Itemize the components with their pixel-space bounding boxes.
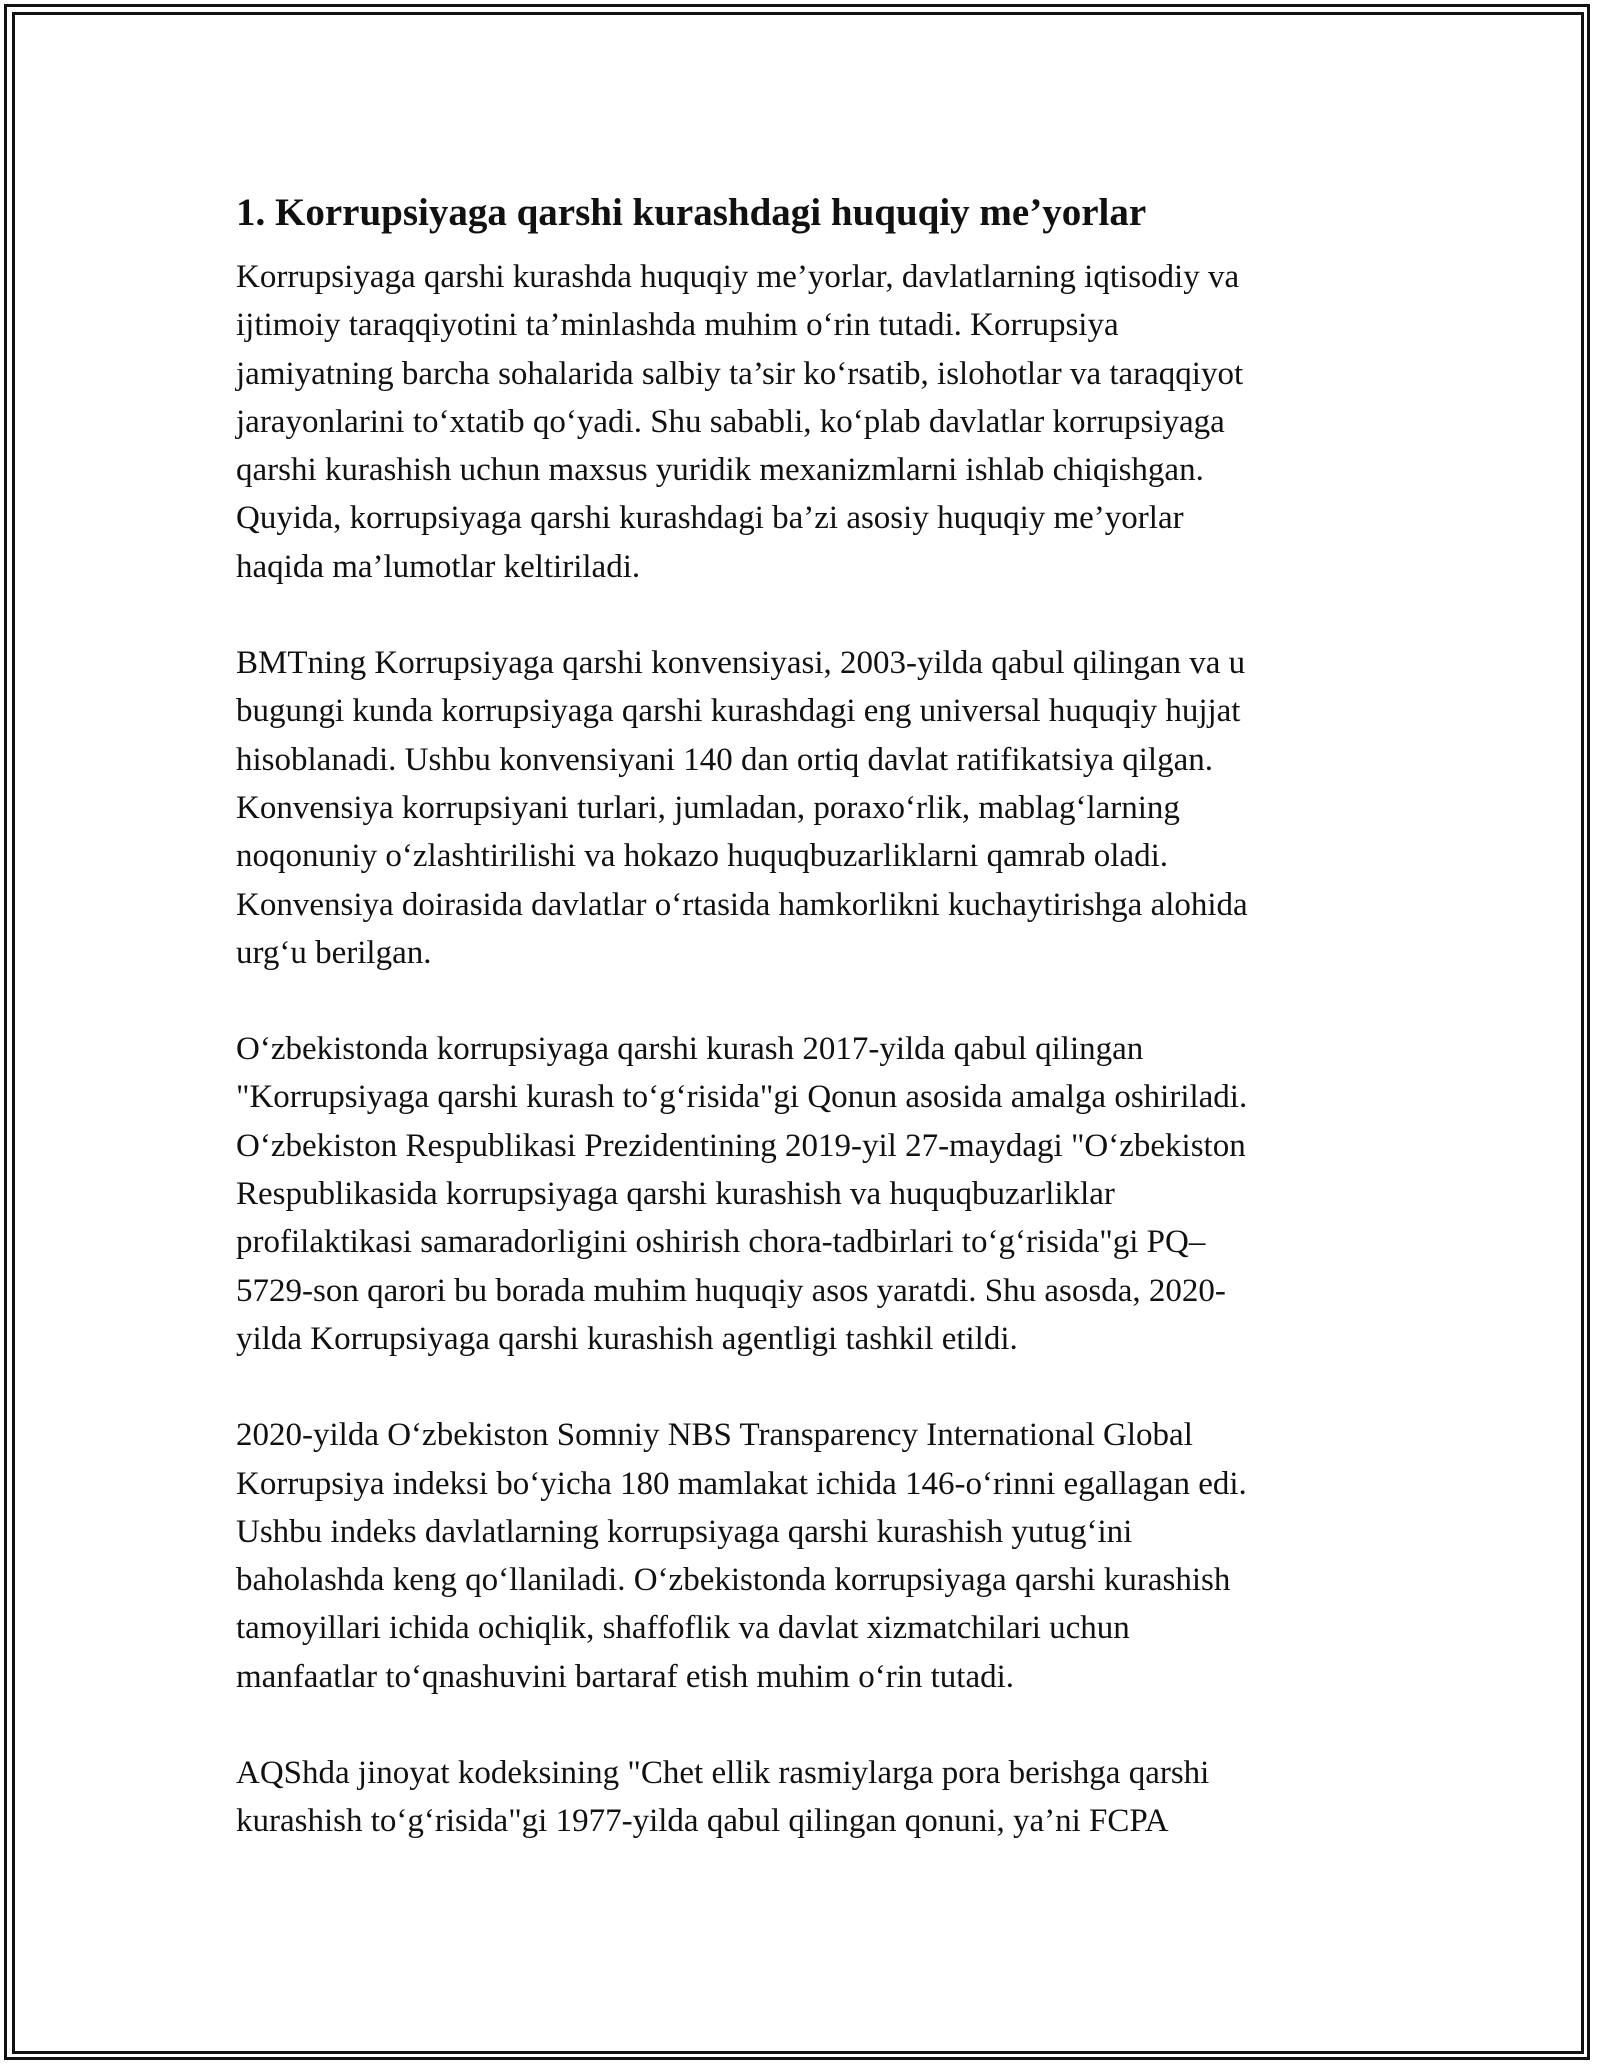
paragraph-1 bbox=[236, 253, 1386, 591]
paragraph-line: AQShda jinoyat kodeksining "Chet ellik rasmiylarga pora berishga qarshi bbox=[236, 1755, 1210, 1792]
paragraph-line: bugungi kunda korrupsiyaga qarshi kurashdagi eng universal huquqiy hujjat bbox=[236, 693, 1241, 730]
paragraph-line: noqonuniy o‘zlashtirilishi va hokazo huquqbuzarliklarni qamrab oladi. bbox=[236, 838, 1169, 875]
paragraph-2 bbox=[236, 639, 1386, 977]
paragraph-line: Korrupsiyaga qarshi kurashda huquqiy me’yorlar, davlatlarning iqtisodiy va bbox=[236, 259, 1240, 295]
paragraph-line: qarshi kurashish uchun maxsus yuridik mexanizmlarni ishlab chiqishgan. bbox=[236, 452, 1204, 489]
paragraph-4 bbox=[236, 1411, 1386, 1701]
section-heading: 1. Korrupsiyaga qarshi kurashdagi huquqiy me’yorlar bbox=[236, 191, 1147, 234]
paragraph-line: jamiyatning barcha sohalarida salbiy ta’sir ko‘rsatib, islohotlar va taraqqiyot bbox=[236, 355, 1244, 392]
paragraph-line: Quyida, korrupsiyaga qarshi kurashdagi ba’zi asosiy huquqiy me’yorlar bbox=[236, 500, 1184, 537]
paragraph-line: hisoblanadi. Ushbu konvensiyani 140 dan ortiq davlat ratifikatsiya qilgan. bbox=[236, 741, 1213, 778]
paragraph-line: haqida ma’lumotlar keltiriladi. bbox=[236, 548, 641, 585]
paragraph-line: kurashish to‘g‘risida"gi 1977-yilda qabul qilingan qonuni, ya’ni FCPA bbox=[236, 1803, 1169, 1840]
paragraph-line: O‘zbekiston Respublikasi Prezidentining 2019-yil 27-maydagi "O‘zbekiston bbox=[236, 1127, 1246, 1164]
paragraph-line: 2020-yilda O‘zbekiston Somniy NBS Transparency International Global bbox=[236, 1417, 1193, 1454]
paragraph-line: 5729-son qarori bu borada muhim huquqiy asos yaratdi. Shu asosda, 2020- bbox=[236, 1272, 1226, 1309]
paragraph-line: Ushbu indeks davlatlarning korrupsiyaga qarshi kurashish yutug‘ini bbox=[236, 1513, 1133, 1550]
paragraph-line: urg‘u berilgan. bbox=[236, 934, 432, 971]
paragraph-line: O‘zbekistonda korrupsiyaga qarshi kurash 2017-yilda qabul qilingan bbox=[236, 1031, 1144, 1068]
paragraph-line: manfaatlar to‘qnashuvini bartaraf etish muhim o‘rin tutadi. bbox=[236, 1658, 1015, 1695]
paragraph-line: profilaktikasi samaradorligini oshirish chora-tadbirlari to‘g‘risida"gi PQ– bbox=[236, 1224, 1206, 1261]
paragraph-line: "Korrupsiyaga qarshi kurash to‘g‘risida"gi Qonun asosida amalga oshiriladi. bbox=[236, 1079, 1248, 1116]
paragraph-line: jarayonlarini to‘xtatib qo‘yadi. Shu sababli, ko‘plab davlatlar korrupsiyaga bbox=[236, 403, 1225, 440]
paragraph-line: Korrupsiya indeksi bo‘yicha 180 mamlakat ichida 146-o‘rinni egallagan edi. bbox=[236, 1465, 1247, 1502]
paragraph-line: Respublikasida korrupsiyaga qarshi kurashish va huquqbuzarliklar bbox=[236, 1176, 1115, 1213]
paragraph-line: Konvensiya korrupsiyani turlari, jumladan, poraxo‘rlik, mablag‘larning bbox=[236, 789, 1180, 826]
paragraph-line: yilda Korrupsiyaga qarshi kurashish agentligi tashkil etildi. bbox=[236, 1320, 1018, 1357]
paragraph-line: baholashda keng qo‘llaniladi. O‘zbekistonda korrupsiyaga qarshi kurashish bbox=[236, 1562, 1231, 1599]
paragraph-line: tamoyillari ichida ochiqlik, shaffoflik va davlat xizmatchilari uchun bbox=[236, 1610, 1130, 1647]
paragraph-line: ijtimoiy taraqqiyotini ta’minlashda muhim o‘rin tutadi. Korrupsiya bbox=[236, 307, 1119, 344]
paragraph-line: BMTning Korrupsiyaga qarshi konvensiyasi, 2003-yilda qabul qilingan va u bbox=[236, 645, 1246, 682]
paragraph-5 bbox=[236, 1749, 1386, 1846]
document-body bbox=[236, 185, 1386, 1894]
paragraph-line: Konvensiya doirasida davlatlar o‘rtasida hamkorlikni kuchaytirishga alohida bbox=[236, 886, 1248, 923]
paragraph-3 bbox=[236, 1025, 1386, 1363]
